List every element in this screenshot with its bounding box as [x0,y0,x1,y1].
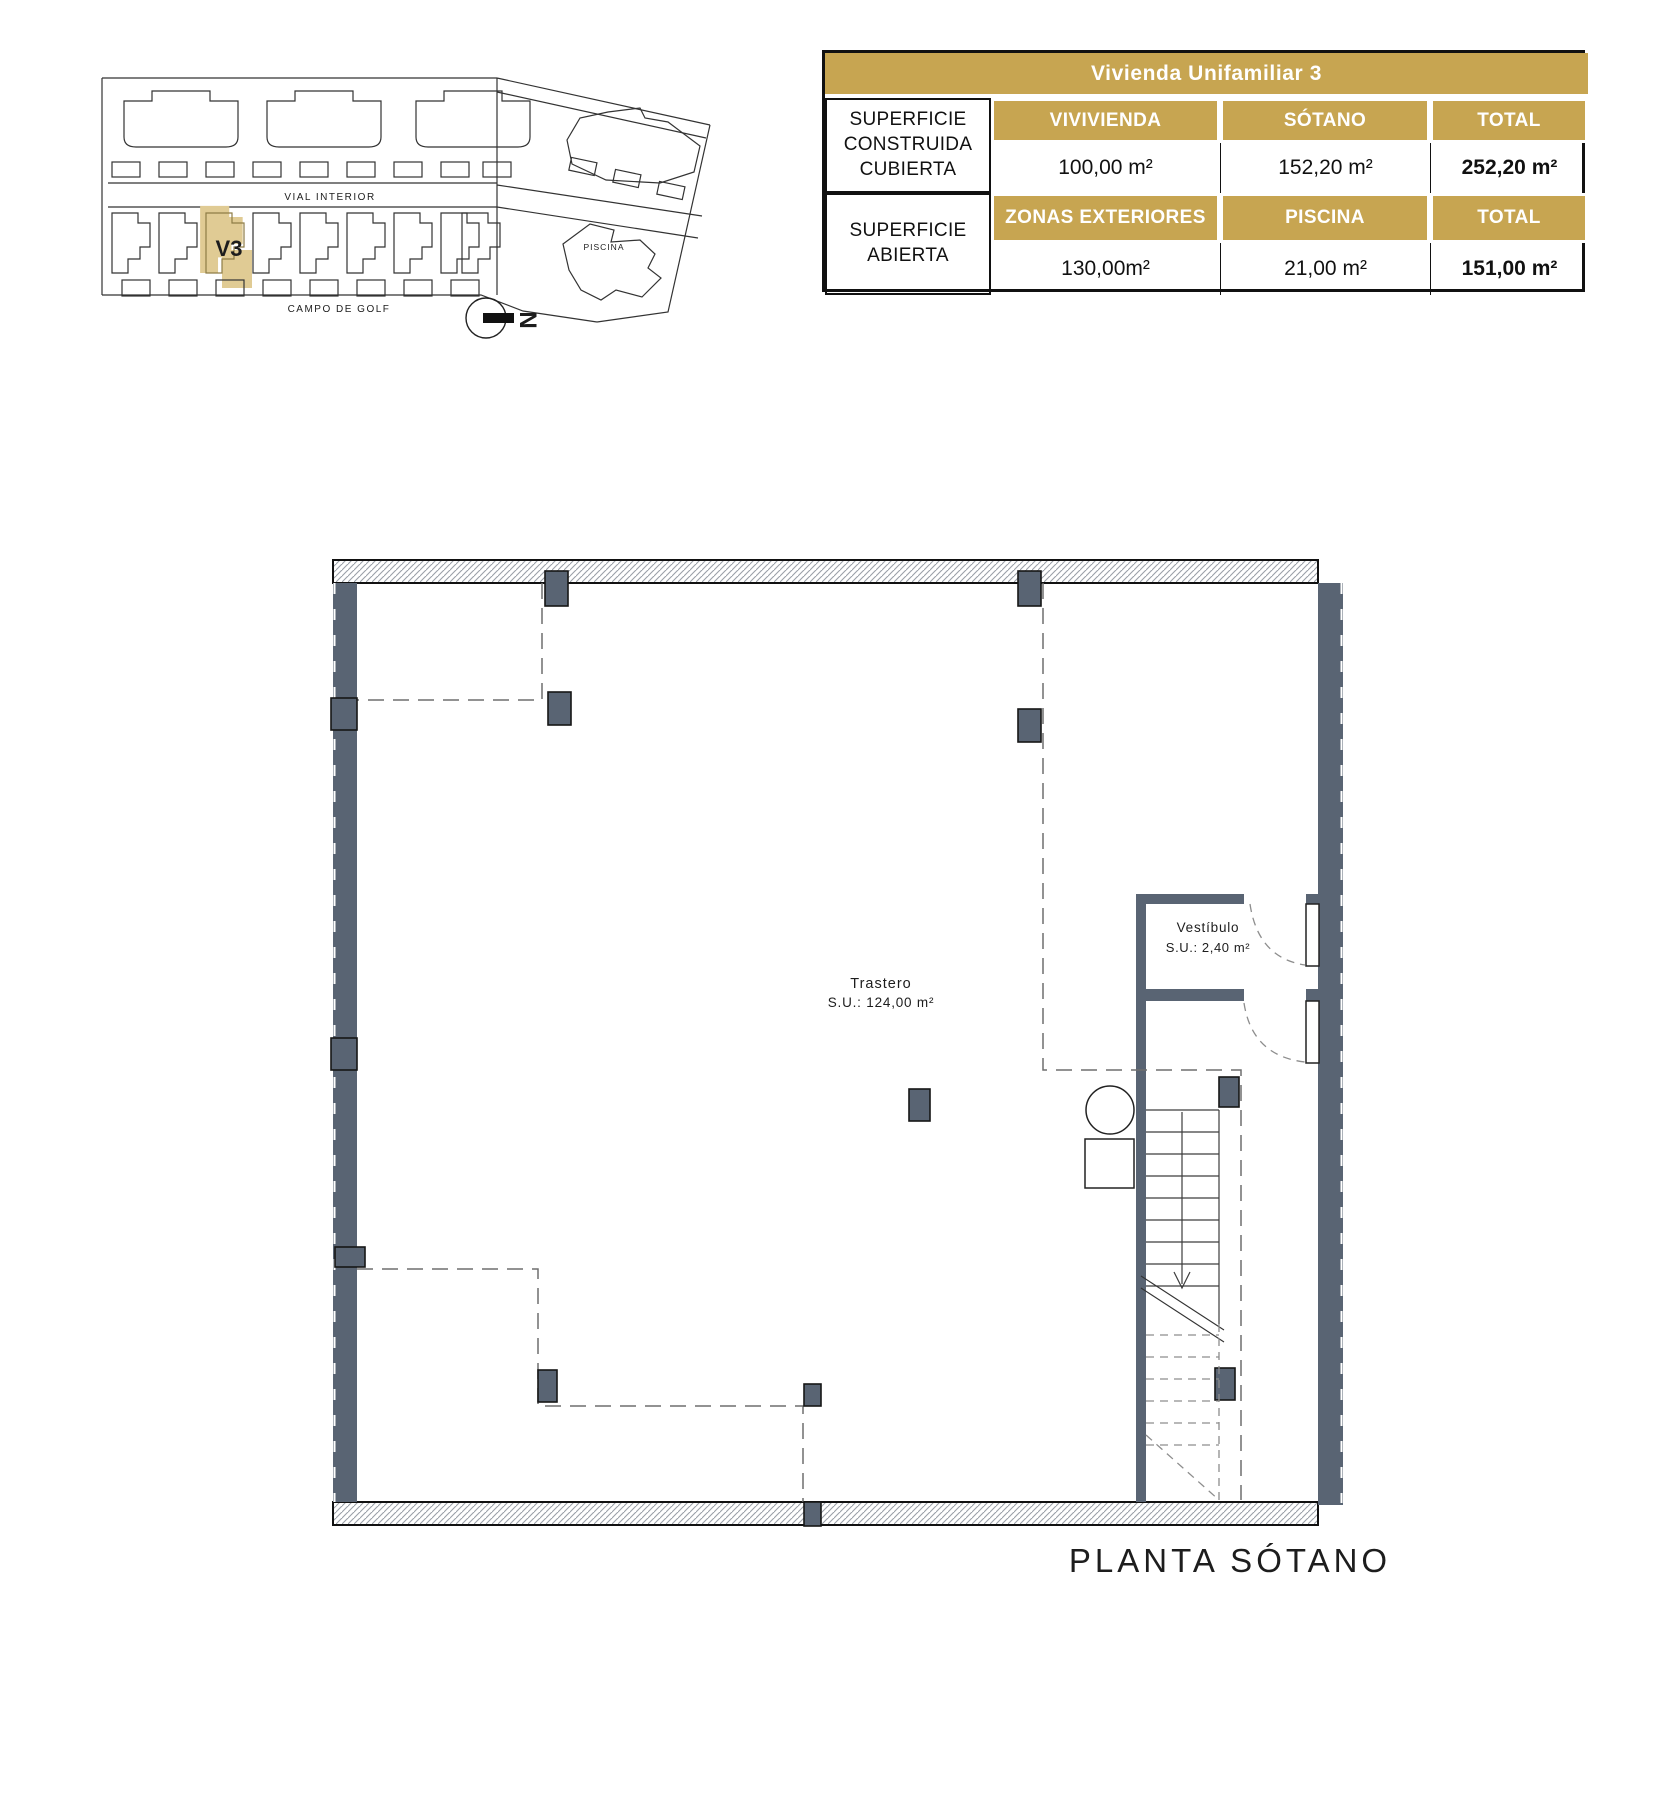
road-band-right [497,185,702,238]
stair-direction-arrow [1174,1112,1190,1288]
room-name: Vestíbulo [1176,920,1240,935]
door-swing-arc [1244,1003,1305,1062]
column [1018,709,1041,742]
room-name: Trastero [850,976,912,992]
column [548,692,571,725]
pool-label: PISCINA [583,242,625,252]
area-value: 130,00m² [1061,257,1150,280]
door-leaf [1306,1001,1319,1063]
outer-wall-bottom [333,1502,1318,1525]
pool-building [563,224,661,300]
door-swing-arc [1250,904,1305,965]
column [1215,1368,1235,1400]
golf-label: CAMPO DE GOLF [287,304,391,315]
room-area: S.U.: 124,00 m² [827,995,935,1010]
outer-wall-top [333,560,1318,583]
column [804,1384,821,1406]
north-label: N [514,311,541,329]
vestibule-doors [1244,904,1319,1063]
site-plan [102,78,710,338]
unit-label: V3 [215,236,243,261]
area-total-value: 252,20 m² [1430,143,1588,193]
round-table [1086,1086,1134,1134]
door-leaf [1306,904,1319,966]
vestibule-wall-bottom [1136,989,1244,1001]
site-boundary-right [497,78,710,322]
area-value: 21,00 m² [1220,243,1430,295]
area-value: 100,00 m² [1058,156,1153,179]
road-label: VIAL INTERIOR [284,192,376,203]
column [1219,1077,1239,1107]
column [545,571,568,606]
houses-row [112,213,500,273]
door-jamb [1306,894,1318,904]
column-header: PISCINA [1220,193,1430,243]
column-header: TOTAL [1430,98,1588,143]
column [909,1089,930,1121]
column-header: SÓTANO [1220,98,1430,143]
outer-wall-right [1318,583,1343,1505]
parking-row-top [112,162,511,177]
highlighted-unit-v3 [200,206,252,288]
plan-caption: PLANTA SÓTANO [1068,1542,1392,1579]
column [804,1502,821,1526]
right-sector-buildings [563,108,700,300]
row-group-label-covered: SUPERFICIE CONSTRUIDA CUBIERTA [825,98,991,193]
column-header: ZONAS EXTERIORES [991,193,1220,243]
column [538,1370,557,1402]
stair-shaft-wall [1136,894,1146,1502]
column [1018,571,1041,606]
square-table [1085,1139,1134,1188]
area-total-value: 151,00 m² [1430,243,1588,295]
area-value: 152,20 m² [1220,143,1430,193]
column-header: TOTAL [1430,193,1588,243]
floor-plan [331,560,1391,1579]
column-header: VIVIVIENDA [991,98,1220,143]
room-area: S.U.: 2,40 m² [1165,940,1251,955]
structural-columns [331,571,1239,1526]
wall-column [331,698,357,730]
row-group-label-open: SUPERFICIE ABIERTA [825,193,991,295]
door-jamb [1306,989,1318,1001]
apartment-blocks [124,91,530,147]
wall-column [335,1247,365,1267]
surface-table [822,50,1585,292]
staircase [1141,1110,1224,1500]
vestibule-wall-top [1136,894,1244,904]
table-title: Vivienda Unifamiliar 3 [825,53,1588,98]
wall-column [331,1038,357,1070]
parking-row-bottom [122,280,479,296]
upper-floor-outline [335,583,1342,1503]
